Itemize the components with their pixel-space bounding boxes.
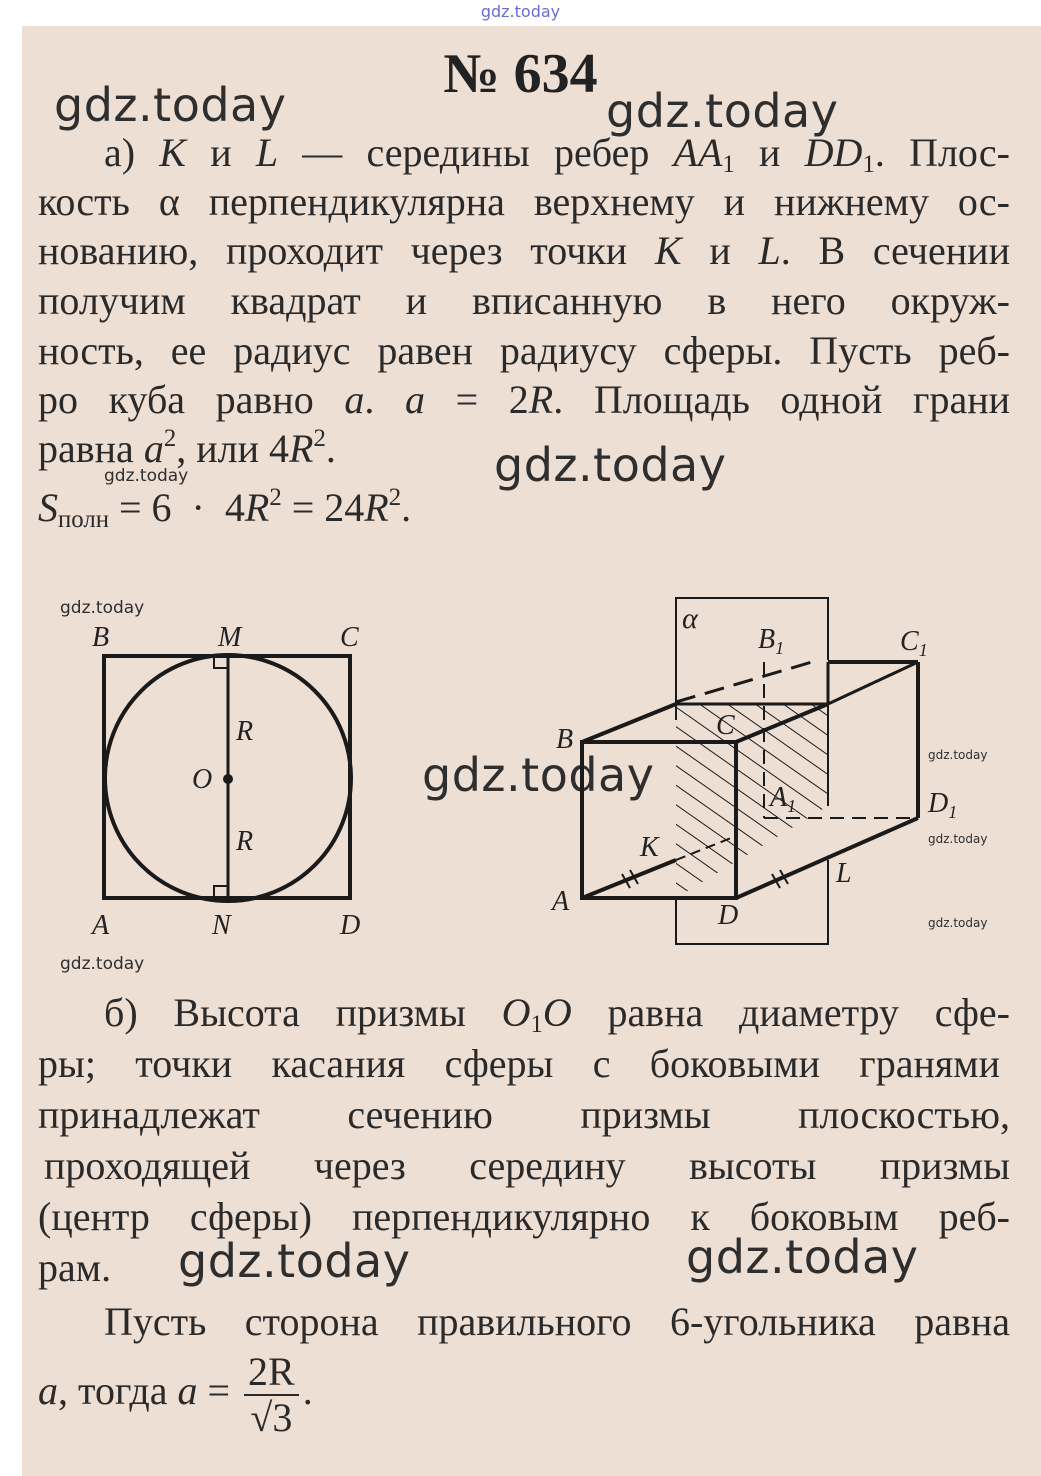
watermark: gdz.today [606,84,839,138]
label-r-bottom: R [236,826,254,857]
part-a-line-6: ро куба равно a. a = 2R. Площадь одной грани [38,377,1011,422]
cube-front-face [582,742,736,898]
part-b-line-7: Пусть сторона правильного 6-угольника равна [104,1299,1010,1344]
label-a1: $A_1$ [770,782,797,816]
watermark: gdz.today [422,748,655,802]
label-n: N [212,910,231,941]
part-a-line-3: нованию, проходит через точки K и L. В сечении [38,228,1010,273]
label-c1: $C_1$ [900,626,928,660]
watermark: gdz.today [928,748,988,762]
watermark: gdz.today [494,438,727,492]
plane-alpha-top [676,598,828,720]
part-b-line-2: ры; точки касания сферы с боковыми гранями [38,1041,1000,1086]
label-a: A [92,910,110,941]
label-a: A [552,886,570,917]
part-b-line-5: (центр сферы) перпендикулярно к боковым реб- [38,1194,1010,1239]
label-c: C [716,710,735,741]
edge-b1-hidden [676,662,812,702]
part-a-line-4: получим квадрат и вписанную в него окруж- [38,278,1010,323]
edge-top-right [828,662,918,704]
label-k: K [640,832,659,863]
label-o: O [192,764,213,795]
label-d: D [340,910,361,941]
watermark: gdz.today [178,1234,411,1288]
part-a-line-2: кость α перпендикулярна верхнему и нижнему ос- [38,179,1010,224]
watermark: gdz.today [60,598,145,618]
label-b1: $B_1$ [758,624,785,658]
label-b: B [92,622,110,653]
label-d: D [718,900,739,931]
label-l: L [836,858,852,889]
watermark: gdz.today [60,954,145,974]
watermark-top: gdz.today [480,2,561,21]
fraction: $\frac{2R}{√3}$ [244,1350,299,1440]
label-b: B [556,724,574,755]
label-r-top: R [236,716,254,747]
watermark: gdz.today [928,832,988,846]
part-b-line-1: б) Высота призмы $O_1O$ равна диаметру сфе- [104,990,1010,1039]
label-m: M [218,622,242,653]
part-a-line-8: $S_{полн} = 6 \cdot 4R^2 = 24R^2$. [38,483,412,534]
part-a-line-7: равна $a^2$, или $4R^2$. [38,424,336,471]
label-c: C [340,622,359,653]
watermark: gdz.today [686,1230,919,1284]
problem-title: № 634 [443,43,598,105]
part-a-line-1: а) K и L — середины ребер $AA_1$ и $DD_1$. Плос- [104,130,1010,179]
watermark: gdz.today [104,466,189,486]
label-d1: $D_1$ [928,788,958,822]
part-b-line-3: принадлежат сечению призмы плоскостью, [38,1092,1010,1137]
part-b-line-8: a, тогда a = $\frac{2R}{√3}$ . [38,1349,313,1440]
edge-b-b1 [582,704,676,742]
part-b-line-4: проходящей через середину высоты призмы [44,1143,1010,1188]
label-alpha: α [682,602,698,635]
watermark: gdz.today [54,78,287,132]
watermark: gdz.today [928,916,988,930]
part-a-line-5: ность, ее радиус равен радиусу сферы. Пусть реб- [38,328,1010,373]
part-b-line-6: рам. [38,1245,112,1290]
